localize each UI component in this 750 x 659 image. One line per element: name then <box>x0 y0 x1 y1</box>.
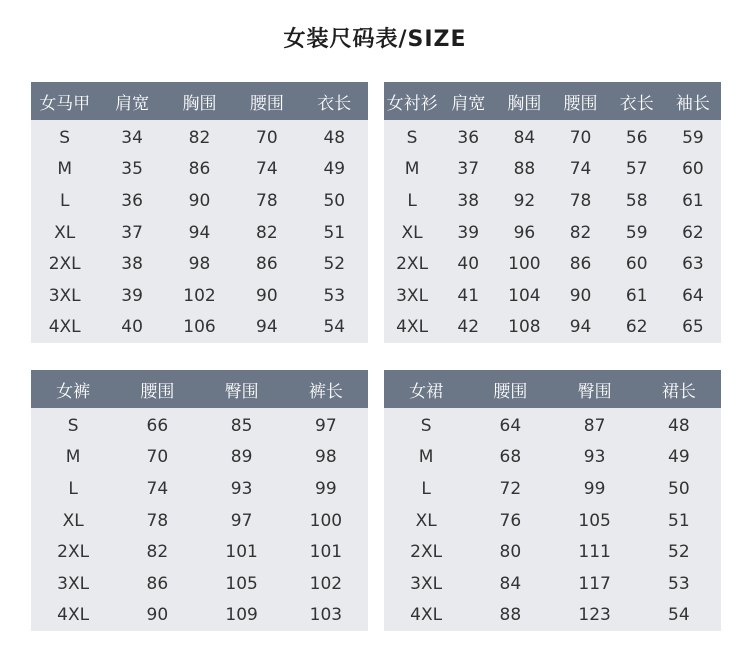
table-row <box>31 154 368 186</box>
measurement-cell: 72 <box>499 478 522 499</box>
size-cell: L <box>421 478 431 499</box>
measurement-cell: 86 <box>146 573 169 594</box>
measurement-cell: 88 <box>499 605 522 626</box>
measurement-cell: 84 <box>513 127 536 148</box>
table-row <box>384 408 721 442</box>
measurement-cell: 56 <box>625 127 648 148</box>
table-row <box>31 442 368 474</box>
measurement-cell: 54 <box>668 605 690 626</box>
measurement-cell: 38 <box>457 190 480 211</box>
measurement-cell: 98 <box>315 447 337 468</box>
measurement-cell: 53 <box>323 285 346 306</box>
measurement-cell: 64 <box>682 285 704 306</box>
size-cell: M <box>418 447 434 468</box>
measurement-cell: 94 <box>188 222 211 243</box>
measurement-cell: 53 <box>668 573 690 594</box>
measurement-cell: 54 <box>323 317 346 338</box>
measurement-cell: 105 <box>225 573 258 594</box>
size-cell: XL <box>62 510 84 531</box>
table-row <box>31 505 368 537</box>
measurement-cell: 40 <box>121 317 143 338</box>
table-row <box>31 185 368 217</box>
measurement-cell: 58 <box>625 190 648 211</box>
measurement-cell: 102 <box>183 285 216 306</box>
measurement-cell: 36 <box>457 127 480 148</box>
table-row <box>384 536 721 568</box>
table-row <box>31 120 368 154</box>
measurement-cell: 90 <box>146 605 169 626</box>
column-header: 胸围 <box>166 82 233 120</box>
measurement-cell: 61 <box>625 285 648 306</box>
column-header: 袖长 <box>665 82 721 120</box>
measurement-cell: 108 <box>508 317 541 338</box>
size-cell: 2XL <box>57 542 90 563</box>
measurement-cell: 57 <box>625 159 648 180</box>
table-row <box>384 473 721 505</box>
measurement-cell: 61 <box>682 190 704 211</box>
measurement-cell: 74 <box>256 159 278 180</box>
column-header: 臀围 <box>200 370 284 408</box>
measurement-cell: 66 <box>146 415 169 436</box>
column-header: 衣长 <box>301 82 368 120</box>
skirt-size-table <box>384 370 721 631</box>
table-row <box>384 312 721 344</box>
measurement-cell: 111 <box>578 542 611 563</box>
measurement-cell: 93 <box>230 478 253 499</box>
table-row <box>31 248 368 280</box>
measurement-cell: 76 <box>499 510 522 531</box>
column-header: 衣长 <box>609 82 665 120</box>
size-cell: 3XL <box>48 285 81 306</box>
size-cell: L <box>407 190 417 211</box>
table-row <box>384 568 721 600</box>
measurement-cell: 49 <box>323 159 346 180</box>
measurement-cell: 94 <box>569 317 592 338</box>
shirt-size-table <box>384 82 721 343</box>
measurement-cell: 51 <box>668 510 690 531</box>
table-row <box>384 185 721 217</box>
measurement-cell: 97 <box>315 415 337 436</box>
measurement-cell: 62 <box>682 222 704 243</box>
table-row <box>31 280 368 312</box>
measurement-cell: 101 <box>309 542 343 563</box>
measurement-cell: 96 <box>513 222 536 243</box>
measurement-cell: 90 <box>256 285 278 306</box>
measurement-cell: 106 <box>183 317 216 338</box>
table-row <box>31 408 368 442</box>
measurement-cell: 38 <box>121 254 143 275</box>
table-row <box>384 600 721 632</box>
column-header: 女裤 <box>31 370 115 408</box>
measurement-cell: 52 <box>668 542 690 563</box>
size-cell: M <box>65 447 81 468</box>
table-row <box>384 280 721 312</box>
vest-size-table <box>31 82 368 343</box>
measurement-cell: 78 <box>256 190 278 211</box>
table-row <box>384 505 721 537</box>
size-cell: S <box>420 415 432 436</box>
measurement-cell: 62 <box>625 317 648 338</box>
measurement-cell: 63 <box>682 254 704 275</box>
measurement-cell: 89 <box>230 447 253 468</box>
table-row <box>384 120 721 154</box>
measurement-cell: 34 <box>121 127 143 148</box>
measurement-cell: 78 <box>569 190 592 211</box>
measurement-cell: 94 <box>256 317 278 338</box>
size-cell: 3XL <box>396 285 429 306</box>
measurement-cell: 90 <box>188 190 211 211</box>
column-header: 腰围 <box>552 82 608 120</box>
measurement-cell: 50 <box>668 478 690 499</box>
measurement-cell: 41 <box>457 285 480 306</box>
measurement-cell: 68 <box>499 447 522 468</box>
column-header: 肩宽 <box>98 82 165 120</box>
measurement-cell: 82 <box>146 542 169 563</box>
measurement-cell: 97 <box>230 510 253 531</box>
table-row <box>384 442 721 474</box>
measurement-cell: 98 <box>188 254 211 275</box>
measurement-cell: 82 <box>569 222 592 243</box>
size-cell: L <box>68 478 78 499</box>
measurement-cell: 100 <box>309 510 343 531</box>
measurement-cell: 85 <box>230 415 253 436</box>
measurement-cell: 59 <box>682 127 704 148</box>
measurement-cell: 102 <box>309 573 343 594</box>
measurement-cell: 74 <box>146 478 169 499</box>
measurement-cell: 70 <box>256 127 278 148</box>
measurement-cell: 84 <box>499 573 522 594</box>
header-row <box>384 82 721 120</box>
measurement-cell: 37 <box>121 222 143 243</box>
column-header: 裤长 <box>284 370 368 408</box>
measurement-cell: 39 <box>457 222 480 243</box>
table-row <box>31 217 368 249</box>
table-row <box>384 248 721 280</box>
column-header: 腰围 <box>233 82 300 120</box>
table-row <box>384 217 721 249</box>
measurement-cell: 93 <box>583 447 606 468</box>
measurement-cell: 49 <box>668 447 690 468</box>
column-header: 腰围 <box>115 370 199 408</box>
table-row <box>31 536 368 568</box>
size-cell: 4XL <box>57 605 90 626</box>
measurement-cell: 88 <box>513 159 536 180</box>
size-cell: M <box>57 159 73 180</box>
size-cell: 4XL <box>396 317 429 338</box>
size-cell: XL <box>54 222 76 243</box>
size-cell: XL <box>415 510 437 531</box>
size-cell: 2XL <box>410 542 443 563</box>
size-cell: 2XL <box>396 254 429 275</box>
measurement-cell: 48 <box>323 127 346 148</box>
header-row <box>384 370 721 408</box>
measurement-cell: 123 <box>578 605 611 626</box>
measurement-cell: 65 <box>682 317 704 338</box>
size-cell: 3XL <box>410 573 443 594</box>
measurement-cell: 60 <box>682 159 704 180</box>
table-row <box>384 154 721 186</box>
measurement-cell: 92 <box>513 190 536 211</box>
header-row <box>31 370 368 408</box>
table-row <box>31 568 368 600</box>
measurement-cell: 101 <box>225 542 258 563</box>
column-header: 女裙 <box>384 370 468 408</box>
measurement-cell: 103 <box>309 605 343 626</box>
size-cell: 4XL <box>48 317 81 338</box>
measurement-cell: 35 <box>121 159 143 180</box>
measurement-cell: 109 <box>225 605 258 626</box>
measurement-cell: 64 <box>499 415 522 436</box>
size-cell: S <box>67 415 79 436</box>
measurement-cell: 104 <box>508 285 541 306</box>
column-header: 女马甲 <box>31 82 98 120</box>
column-header: 裙长 <box>637 370 721 408</box>
measurement-cell: 100 <box>508 254 541 275</box>
measurement-cell: 80 <box>499 542 522 563</box>
column-header: 女衬衫 <box>384 82 440 120</box>
header-row <box>31 82 368 120</box>
table-row <box>31 600 368 632</box>
column-header: 腰围 <box>468 370 552 408</box>
size-cell: 4XL <box>410 605 443 626</box>
measurement-cell: 82 <box>188 127 211 148</box>
measurement-cell: 74 <box>569 159 592 180</box>
measurement-cell: 78 <box>146 510 169 531</box>
measurement-cell: 70 <box>569 127 592 148</box>
size-cell: 2XL <box>48 254 81 275</box>
measurement-cell: 50 <box>323 190 346 211</box>
measurement-cell: 99 <box>583 478 606 499</box>
measurement-cell: 117 <box>578 573 611 594</box>
measurement-cell: 52 <box>323 254 346 275</box>
measurement-cell: 105 <box>578 510 611 531</box>
measurement-cell: 86 <box>188 159 211 180</box>
measurement-cell: 42 <box>457 317 480 338</box>
measurement-cell: 37 <box>457 159 480 180</box>
measurement-cell: 59 <box>625 222 648 243</box>
page-title: 女装尺码表/SIZE <box>283 27 467 52</box>
table-row <box>31 312 368 344</box>
size-cell: S <box>59 127 71 148</box>
measurement-cell: 51 <box>323 222 346 243</box>
measurement-cell: 60 <box>625 254 648 275</box>
measurement-cell: 99 <box>315 478 337 499</box>
measurement-cell: 90 <box>569 285 592 306</box>
measurement-cell: 87 <box>583 415 606 436</box>
column-header: 胸围 <box>496 82 552 120</box>
size-cell: S <box>406 127 418 148</box>
table-row <box>31 473 368 505</box>
measurement-cell: 86 <box>569 254 592 275</box>
size-cell: L <box>59 190 70 211</box>
measurement-cell: 39 <box>121 285 143 306</box>
measurement-cell: 40 <box>457 254 480 275</box>
pants-size-table <box>31 370 368 631</box>
measurement-cell: 48 <box>668 415 690 436</box>
size-cell: 3XL <box>57 573 90 594</box>
measurement-cell: 70 <box>146 447 169 468</box>
measurement-cell: 86 <box>256 254 278 275</box>
measurement-cell: 36 <box>121 190 143 211</box>
column-header: 臀围 <box>553 370 637 408</box>
size-cell: XL <box>401 222 423 243</box>
size-cell: M <box>404 159 420 180</box>
column-header: 肩宽 <box>440 82 496 120</box>
measurement-cell: 82 <box>256 222 278 243</box>
